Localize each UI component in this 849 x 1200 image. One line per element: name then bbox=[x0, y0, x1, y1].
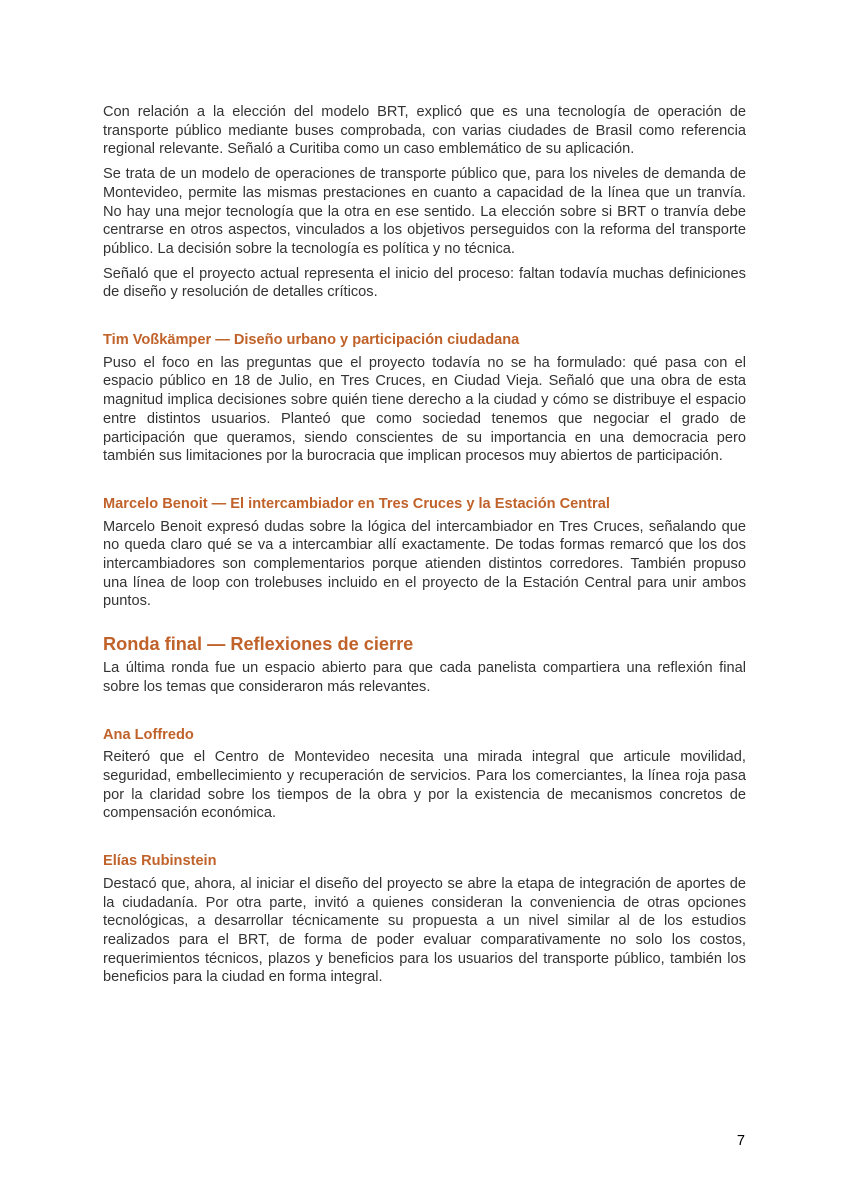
intro-paragraph-1: Con relación a la elección del modelo BRT, explicó que es una tecnología de operación de transporte público mediante buses comprobada, con varias ciudades de Brasil como referencia regional relevante. Señaló a Curitiba como un caso emblemático de su aplicación. bbox=[103, 104, 746, 158]
section-tim-vosskamper bbox=[103, 331, 746, 466]
intro-paragraph-2: Se trata de un modelo de operaciones de transporte público que, para los niveles de demanda de Montevideo, permite las mismas prestaciones en cuanto a capacidad de la línea que un tranvía. No hay una mejor tecnología que la otra en ese sentido. La elección sobre si BRT o tranvía debe centrarse en otros aspectos, vinculados a los objetivos perseguidos con la reforma del transporte público. La decisión sobre la tecnología es política y no técnica. bbox=[103, 166, 746, 257]
section-paragraph: Destacó que, ahora, al iniciar el diseño del proyecto se abre la etapa de integración de aportes de la ciudadanía. Por otra parte, invitó a quienes consideran la conveniencia de otras opciones tecnológicas, a desarrollar técnicamente su propuesta a un nivel similar al de los estudios realizados para el BRT, de forma de poder evaluar comparativamente no solo los costos, requerimientos técnicos, plazos y beneficios para los usuarios del transporte público, también los beneficios para la ciudad en forma integral. bbox=[103, 875, 746, 986]
section-paragraph: Puso el foco en las preguntas que el proyecto todavía no se ha formulado: qué pasa con el espacio público en 18 de Julio, en Tres Cruces, en Ciudad Vieja. Señaló que una obra de esta magnitud implica decisiones sobre quién tiene derecho a la ciudad y cómo se distribuye el espacio entre distintos usuarios. Planteó que como sociedad tenemos que negociar el grado de participación que queramos, siendo conscientes de su importancia en una democracia pero también sus limitaciones por la burocracia que implican procesos muy abiertos de participación. bbox=[103, 354, 746, 465]
page-number: 7 bbox=[736, 1133, 745, 1149]
intro-paragraph-3: Señaló que el proyecto actual representa el inicio del proceso: faltan todavía muchas definiciones de diseño y resolución de detalles críticos. bbox=[103, 265, 746, 301]
section-elias-rubinstein bbox=[103, 852, 746, 987]
section-paragraph: Reiteró que el Centro de Montevideo necesita una mirada integral que articule movilidad, seguridad, embellecimiento y recuperación de servicios. Para los comerciantes, la línea roja pasa por la claridad sobre los tiempos de la obra y por la existencia de mecanismos concretos de compensación económica. bbox=[103, 749, 746, 822]
section-paragraph: Marcelo Benoit expresó dudas sobre la lógica del intercambiador en Tres Cruces, señalando que no queda claro qué se va a intercambiar allí exactamente. De todas formas remarcó que los dos intercambiadores son complementarios porque atienden distintos corredores. También propuso una línea de loop con trolebuses incluido en el proyecto de la Estación Central para unir ambos puntos. bbox=[103, 518, 746, 610]
document-page bbox=[103, 103, 746, 987]
section-marcelo-benoit bbox=[103, 495, 746, 611]
section-heading: Ana Loffredo bbox=[103, 726, 194, 743]
section-paragraph: La última ronda fue un espacio abierto para que cada panelista compartiera una reflexión final sobre los temas que consideraron más relevantes. bbox=[103, 660, 746, 695]
section-ana-loffredo bbox=[103, 726, 746, 824]
major-heading: Ronda final — Reflexiones de cierre bbox=[103, 634, 414, 655]
section-heading: Tim Voßkämper — Diseño urbano y participación ciudadana bbox=[103, 332, 520, 349]
section-ronda-final bbox=[103, 633, 746, 696]
section-heading: Marcelo Benoit — El intercambiador en Tres Cruces y la Estación Central bbox=[103, 495, 610, 512]
section-heading: Elías Rubinstein bbox=[103, 853, 217, 870]
